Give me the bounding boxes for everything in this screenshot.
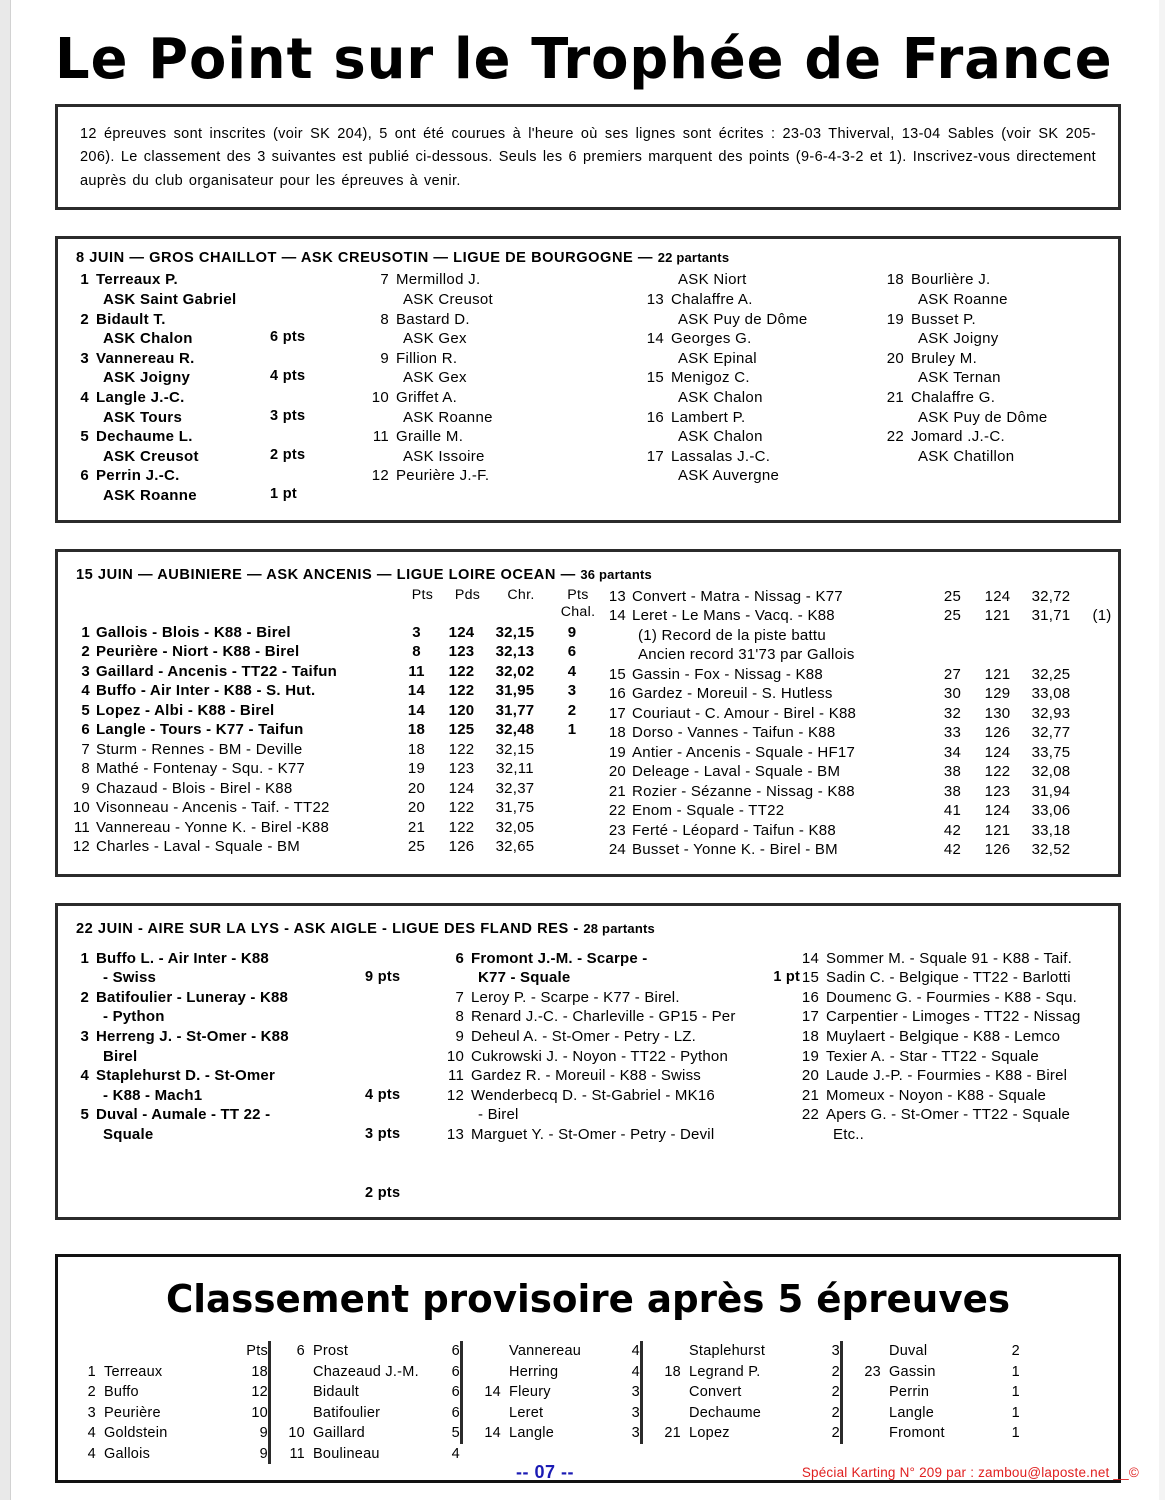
driver-name: Vannereau R. [96, 349, 195, 367]
race3-entry: 16 Doumenc G. - Fourmies - K88 - Squ. [801, 988, 1078, 1006]
club-name: ASK Saint Gabriel [103, 291, 237, 309]
rank: 3 [80, 349, 89, 367]
race3-entry: 14 Sommer M. - Squale 91 - K88 - Taif. [801, 949, 1072, 967]
rank: 20 [886, 349, 904, 367]
rank: 4 [80, 389, 89, 407]
rank: 5 [80, 428, 89, 446]
driver-name: Bidault T. [96, 310, 166, 328]
points-award: 9 pts [365, 969, 401, 986]
driver-name: Fillion R. [396, 349, 458, 367]
race3-entry: 19 Texier A. - Star - TT22 - Squale [801, 1047, 1039, 1065]
table-row: Duval 2 [889, 1343, 1020, 1360]
table-row: 7 Sturm - Rennes - BM - Deville 18 122 32,15 [81, 740, 535, 758]
table-row: 16 Gardez - Moreuil - S. Hutless 30 129 33,08 [608, 685, 1071, 703]
table-row: Batifoulier 6 [313, 1404, 460, 1421]
table-row: 14 Langle 3 [484, 1425, 640, 1442]
table-row: 3 Peurière 10 [87, 1404, 268, 1421]
table-row: 18 Legrand P. 2 [664, 1363, 840, 1380]
table-row: 5 Lopez - Albi - K88 - Birel 14 120 31,77 2 [81, 701, 577, 719]
club-name: ASK Puy de Dôme [678, 310, 808, 328]
race3-heading [76, 921, 1104, 937]
race3-entry: 15 Sadin C. - Belgique - TT22 - Barlotti [801, 969, 1071, 987]
table-row: 2 Peurière - Niort - K88 - Birel 8 123 32,13 6 [81, 643, 577, 661]
race3-entry: 7 Leroy P. - Scarpe - K77 - Birel. [455, 988, 680, 1006]
club-name: ASK Chalon [103, 330, 193, 348]
race3-entry: 1 Buffo L. - Air Inter - K88 - Swiss [80, 949, 269, 987]
table-row: 22 Enom - Squale - TT22 41 124 33,06 [608, 802, 1071, 820]
rank: 13 [646, 291, 664, 309]
driver-name: Jomard .J.-C. [911, 428, 1005, 446]
points-award: 1 pt [270, 486, 297, 503]
credit-line: Spécial Karting N° 209 par : zambou@laposte.net __© [801, 1465, 1139, 1480]
classement-header [84, 1341, 268, 1362]
table-row: 15 Gassin - Fox - Nissag - K88 27 121 32,25 [608, 665, 1071, 683]
intro-box [55, 104, 1121, 210]
table-row: 6 Prost 6 [296, 1343, 460, 1360]
rank: 21 [886, 389, 904, 407]
club-name: ASK Chatillon [918, 447, 1015, 465]
table-row: Leret 3 [509, 1404, 640, 1421]
page-edge-right [1159, 0, 1165, 1500]
race1-entry [370, 270, 645, 309]
driver-name: Georges G. [671, 330, 752, 348]
rank: 17 [646, 447, 664, 465]
race3-entry: 5 Duval - Aumale - TT 22 - Squale [80, 1106, 271, 1143]
race3-entry: 8 Renard J.-C. - Charleville - GP15 - Per [455, 1008, 736, 1026]
driver-name: Mermillod J. [396, 271, 481, 289]
club-name: ASK Roanne [103, 486, 197, 504]
rank: 2 [80, 310, 89, 328]
table-row: 18 Dorso - Vannes - Taifun - K88 33 126 32,77 [608, 724, 1071, 742]
race3-heading-text: 22 JUIN - AIRE SUR LA LYS - ASK AIGLE - LIGUE DES FLAND RES - [76, 920, 579, 937]
club-name: ASK Roanne [918, 291, 1008, 309]
club-name: ASK Roanne [403, 408, 493, 426]
race-box-8-juin [55, 236, 1121, 522]
page-sheet [11, 0, 1159, 1500]
race1-entry [70, 310, 370, 349]
race3-columns [70, 941, 1104, 1204]
table-row: 17 Couriaut - C. Amour - Birel - K88 32 130 32,93 [608, 704, 1071, 722]
race3-entry: 12 Wenderbecq D. - St-Gabriel - MK16 - Birel [446, 1086, 715, 1124]
points-award: 1 pt [773, 969, 800, 986]
table-row: 10 Gaillard 5 [288, 1425, 460, 1442]
driver-name: Langle J.-C. [96, 389, 185, 407]
page-edge-left [0, 0, 11, 1500]
driver-name: Dechaume L. [96, 428, 193, 446]
table-row: 24 Busset - Yonne K. - Birel - BM 42 126 32,52 [608, 841, 1071, 859]
record-note-2: Ancien record 31'73 par Gallois [638, 646, 855, 664]
driver-name: Menigoz C. [671, 369, 750, 387]
race2-partants: 36 partants [580, 566, 652, 582]
race3-col-3 [445, 949, 800, 1204]
driver-name: Bourlière J. [911, 271, 991, 289]
race2-table-header [70, 587, 604, 623]
rank: 8 [380, 310, 389, 328]
driver-name: Terreaux P. [96, 271, 178, 289]
driver-name: Lassalas J.-C. [671, 447, 771, 465]
race3-entry: 17 Carpentier - Limoges - TT22 - Nissag [801, 1008, 1081, 1026]
driver-name: Bastard D. [396, 310, 470, 328]
club-name: ASK Ternan [918, 369, 1001, 387]
rank: 7 [380, 271, 389, 289]
race1-entry [70, 466, 370, 505]
table-row: 6 Langle - Tours - K77 - Taifun 18 125 32,48 1 [81, 721, 577, 739]
classement-col-4 [640, 1341, 840, 1444]
race3-entry: 2 Batifoulier - Luneray - K88 - Python [80, 988, 289, 1026]
rank: 19 [886, 310, 904, 328]
race1-entry [370, 310, 645, 349]
intro-paragraph: 12 épreuves sont inscrites (voir SK 204), 5 ont été courues à l'heure où ses lignes sont écrites : 23-03 Thiverval, 13-04 Sables (voir SK 205-206). Le classement des 3 suivantes est publié ci-dessous. Seuls les 6 premiers marquent des points (9-6-4-3-2 et 1). Inscrivez-vous directement auprès du club organisateur pour les épreuves à venir. [80, 126, 1096, 189]
race2-heading-text: 15 JUIN — AUBINIERE — ASK ANCENIS — LIGUE LOIRE OCEAN — [76, 566, 576, 583]
classement-col-5 [840, 1341, 1020, 1444]
race1-entry [645, 329, 885, 368]
race1-entry [70, 349, 370, 388]
classement-title: Classement provisoire après 5 épreuves [165, 1277, 1011, 1322]
classement-col-1 [76, 1341, 268, 1464]
table-row: Bidault 6 [313, 1384, 460, 1401]
driver-name: Busset P. [911, 310, 976, 328]
page-title [55, 27, 1113, 92]
table-row: 14 Leret - Le Mans - Vacq. - K88 25 121 31,71 (1) [606, 606, 1122, 626]
race1-entry [645, 290, 885, 329]
table-row: 11 Vannereau - Yonne K. - Birel -K88 21 122 32,05 [73, 818, 535, 836]
points-award: 6 pts [270, 329, 306, 346]
race2-columns [70, 586, 1112, 860]
race1-entry [645, 447, 885, 486]
rank: 14 [646, 330, 664, 348]
col-header-chr: Chr. [507, 586, 535, 603]
club-name: ASK Gex [403, 330, 467, 348]
points-award: 3 pts [365, 1125, 401, 1142]
race3-entry: 6 Fromont J.-M. - Scarpe - 1 pt K77 - Squale [455, 949, 800, 987]
table-row: 19 Antier - Ancenis - Squale - HF17 34 124 33,75 [608, 743, 1071, 761]
race1-entry [70, 388, 370, 427]
race3-partants: 28 partants [583, 920, 655, 936]
race1-entry [645, 368, 885, 407]
table-row: Dechaume 2 [689, 1404, 840, 1421]
table-row: Langle 1 [889, 1404, 1020, 1421]
driver-name: Bruley M. [911, 349, 978, 367]
driver-name: Perrin J.-C. [96, 467, 180, 485]
driver-name: Chalaffre G. [911, 389, 996, 407]
classement-box [55, 1254, 1121, 1483]
club-name: ASK Epinal [678, 349, 757, 367]
club-name: ASK Tours [103, 408, 183, 426]
race3-entry: 22 Apers G. - St-Omer - TT22 - Squale Etc.. [800, 1105, 1081, 1144]
race2-col-right [604, 587, 1122, 860]
driver-name: Lambert P. [671, 408, 746, 426]
table-row: Chazeaud J.-M. 6 [313, 1363, 460, 1380]
rank: 12 [371, 467, 389, 485]
race3-points-col [365, 949, 445, 1204]
classement-col-3 [460, 1341, 640, 1444]
club-name: ASK Auvergne [678, 467, 780, 485]
club-name: ASK Niort [678, 271, 747, 289]
race3-entry: 11 Gardez R. - Moreuil - K88 - Swiss [448, 1067, 701, 1085]
table-row: 1 Terreaux 18 [87, 1363, 268, 1380]
club-name: ASK Joigny [918, 330, 999, 348]
points-award: 4 pts [270, 368, 306, 385]
classement-columns [68, 1341, 1108, 1464]
rank: 15 [646, 369, 664, 387]
race1-col-3 [645, 270, 885, 505]
page-title-text: Le Point sur le Trophée de France [55, 27, 1113, 92]
record-flag: (1) [1092, 607, 1112, 625]
table-row: Fromont 1 [889, 1425, 1020, 1442]
table-row: 10 Visonneau - Ancenis - Taif. - TT22 20 122 31,75 [72, 799, 535, 817]
race1-entry [370, 349, 645, 388]
table-row: 4 Goldstein 9 [87, 1425, 268, 1442]
race3-col-1 [70, 949, 365, 1204]
club-name: ASK Creusot [103, 447, 199, 465]
race1-entry [70, 427, 370, 466]
race2-heading [76, 567, 1104, 583]
rank: 11 [372, 428, 389, 446]
rank: 6 [80, 467, 89, 485]
points-award: 2 pts [270, 446, 306, 463]
club-name: ASK Puy de Dôme [918, 408, 1048, 426]
race1-entry [370, 427, 645, 466]
race1-col-2 [370, 270, 645, 505]
race3-entry: 18 Muylaert - Belgique - K88 - Lemco [801, 1027, 1061, 1045]
table-row: Staplehurst 3 [689, 1343, 840, 1360]
race1-entry [885, 270, 1048, 309]
race3-entry: 13 Marguet Y. - St-Omer - Petry - Devil [446, 1125, 715, 1143]
race3-entry: 21 Momeux - Noyon - K88 - Squale [801, 1086, 1047, 1104]
rank: 22 [886, 428, 904, 446]
driver-name: Griffet A. [396, 389, 458, 407]
col-header-pts: Pts [246, 1343, 268, 1360]
table-row: 4 Gallois 9 [87, 1445, 268, 1462]
table-row: 13 Convert - Matra - Nissag - K77 25 124 32,72 [608, 587, 1071, 605]
club-name: ASK Issoire [403, 447, 485, 465]
driver-name: Graille M. [396, 428, 464, 446]
points-award: 3 pts [270, 407, 306, 424]
club-name: ASK Chalon [678, 428, 763, 446]
table-row: 23 Ferté - Léopard - Taifun - K88 42 121 33,18 [608, 821, 1071, 839]
race1-entry [885, 310, 1048, 349]
race1-entry [885, 388, 1048, 427]
table-row: Vannereau 4 [509, 1343, 640, 1360]
club-name: ASK Joigny [103, 369, 191, 387]
table-row: 4 Buffo - Air Inter - K88 - S. Hut. 14 122 31,95 3 [81, 682, 577, 700]
table-row: Herring 4 [509, 1363, 640, 1380]
table-row: 2 Buffo 12 [87, 1384, 268, 1401]
col-header-pds: Pds [454, 586, 481, 603]
race3-entry: 20 Laude J.-P. - Fourmies - K88 - Birel [801, 1067, 1068, 1085]
table-row: 20 Deleage - Laval - Squale - BM 38 122 32,08 [608, 763, 1071, 781]
col-header-pts: Pts [411, 586, 434, 603]
race-box-15-juin [55, 549, 1121, 877]
rank: 10 [371, 389, 389, 407]
record-note-1: (1) Record de la piste battu [638, 626, 826, 644]
table-row: 1 Gallois - Blois - K88 - Birel 3 124 32,15 9 [81, 623, 577, 641]
table-row: Convert 2 [689, 1384, 840, 1401]
table-row: 3 Gaillard - Ancenis - TT22 - Taifun 11 122 32,02 4 [81, 662, 577, 680]
points-award: 2 pts [365, 1184, 401, 1201]
table-row: 11 Boulineau 4 [289, 1445, 460, 1462]
club-name: ASK Gex [403, 369, 467, 387]
race1-heading [76, 250, 1104, 266]
rank: 16 [646, 408, 664, 426]
race1-partants: 22 partants [657, 250, 730, 266]
race1-heading-text: 8 JUIN — GROS CHAILLOT — ASK CREUSOTIN — LIGUE DE BOURGOGNE — [76, 250, 654, 267]
race1-entry [645, 408, 885, 447]
table-row: 8 Mathé - Fontenay - Squ. - K77 19 123 32,11 [81, 760, 534, 778]
table-row: 23 Gassin 1 [864, 1363, 1020, 1380]
points-award: 4 pts [365, 1086, 401, 1103]
race3-entry: 10 Cukrowski J. - Noyon - TT22 - Python [446, 1047, 728, 1065]
race1-entry [885, 349, 1048, 388]
race3-entry: 3 Herreng J. - St-Omer - K88 Birel [80, 1027, 289, 1065]
race1-entry [70, 270, 370, 309]
page-number: -- 07 -- [516, 1462, 574, 1482]
etc-marker: Etc.. [833, 1125, 865, 1143]
rank: 1 [80, 271, 89, 289]
race1-columns [70, 270, 1104, 505]
race2-col-left [70, 587, 604, 860]
driver-name: Peurière J.-F. [396, 467, 490, 485]
race1-entry [370, 388, 645, 427]
club-name: ASK Chalon [678, 389, 763, 407]
table-row: 21 Rozier - Sézanne - Nissag - K88 38 123 31,94 [608, 782, 1071, 800]
race1-entry [370, 466, 645, 486]
rank: 18 [886, 271, 904, 289]
rank: 9 [380, 349, 389, 367]
race1-col-4 [885, 270, 1048, 505]
table-row: Perrin 1 [889, 1384, 1020, 1401]
classement-col-2 [268, 1341, 460, 1464]
driver-name: Chalaffre A. [671, 291, 753, 309]
table-row: 14 Fleury 3 [484, 1384, 640, 1401]
race-box-22-juin [55, 903, 1121, 1221]
race1-entry [885, 427, 1048, 466]
table-row: 12 Charles - Laval - Squale - BM 25 126 32,65 [72, 838, 535, 856]
race3-col-4 [800, 949, 1081, 1204]
col-header-pts-chal: Pts Chal. [560, 586, 596, 620]
club-name: ASK Creusot [403, 291, 494, 309]
table-row: 9 Chazaud - Blois - Birel - K88 20 124 32,37 [81, 779, 535, 797]
table-row: 21 Lopez 2 [664, 1425, 840, 1442]
race1-col-1 [70, 270, 370, 505]
race3-entry: 4 Staplehurst D. - St-Omer - K88 - Mach1 [80, 1067, 275, 1104]
race3-entry: 9 Deheul A. - St-Omer - Petry - LZ. [455, 1027, 696, 1045]
